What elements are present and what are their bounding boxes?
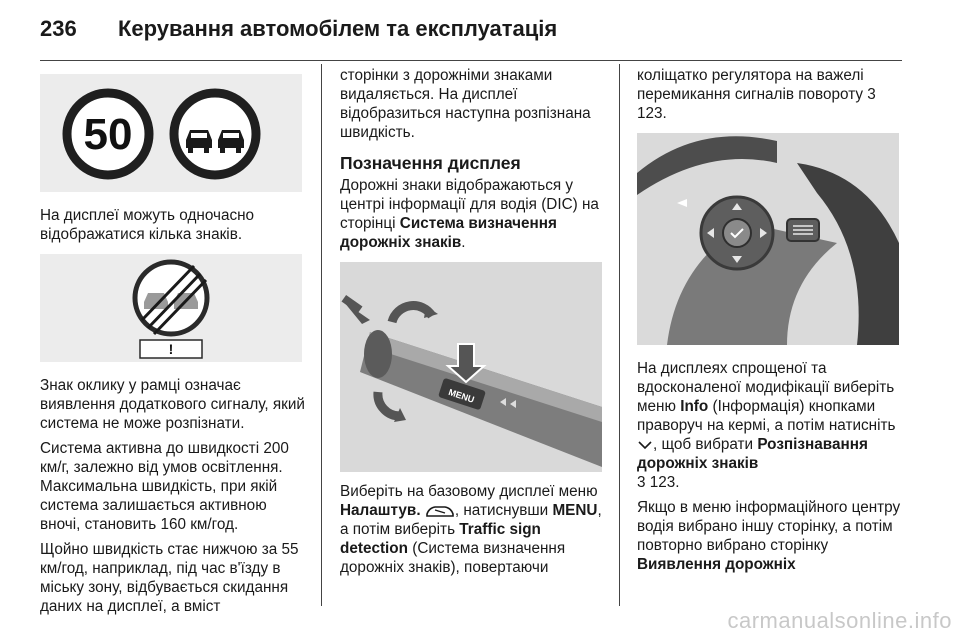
page-title: Керування автомобілем та експлуатація (118, 16, 558, 41)
column-divider-2 (619, 64, 620, 606)
paragraph: Дорожні знаки відображаються у центрі інформації для водія (DIC) на сторінці Система визначення дорожніх знаків. (340, 177, 599, 251)
page-header (40, 14, 557, 44)
figure-end-no-overtaking (40, 254, 302, 362)
car-settings-icon (425, 504, 455, 518)
column-2 (340, 62, 610, 583)
column-1 (40, 62, 310, 622)
paragraph: Виберіть на базовому дисплеї меню Налаштув. , натиснувши MENU, а потім виберіть Traffic sign detection (Система визначення дорожніх знаків), повертаючи (340, 483, 602, 576)
page-reference: 3 123. (637, 474, 680, 491)
figure-stalk-control (340, 262, 602, 472)
exclamation-mark: ! (168, 341, 174, 357)
header-divider (40, 60, 902, 61)
paragraph: сторінки з дорожніми знаками видаляється. На дисплеї відобразиться наступна розпізнана швидкість. (340, 67, 591, 141)
page-reference: 3 123. (637, 86, 876, 122)
turn-signal-stalk-illustration (340, 262, 602, 472)
menu-label: MENU (447, 387, 476, 405)
speed-signs-illustration (40, 74, 302, 192)
section-heading: Позначення дисплея (340, 153, 521, 173)
steering-wheel-controls-illustration (637, 133, 899, 345)
bold-term: Система визначення дорожніх знаків (340, 215, 557, 251)
column-divider-1 (321, 64, 322, 606)
speed-limit-number: 50 (83, 110, 133, 159)
paragraph: Щойно швидкість стає нижчою за 55 км/год, наприклад, під час в'їзду в міську зону, відбувається скидання даних на дисплеї, а вміст (40, 541, 299, 615)
column-3 (637, 62, 907, 580)
page-number: 236 (40, 16, 77, 41)
paragraph: Система активна до швидкості 200 км/г, залежно від умов освітлення. Максимальна швидкість, при якій система залишається активною вночі, становить 160 км/год. (40, 440, 289, 533)
figure-speed-signs (40, 74, 302, 192)
paragraph: На дисплеї можуть одночасно відображатися кілька знаків. (40, 207, 255, 243)
paragraph: Якщо в меню інформаційного центру водія вибрано іншу сторінку, а потім повторно вибрано сторінку Виявлення дорожніх (637, 499, 901, 573)
paragraph: коліщатко регулятора на важелі перемикання сигналів повороту 3 123. (637, 67, 876, 122)
watermark: carmanualsonline.info (727, 608, 952, 633)
paragraph: На дисплеях спрощеної та вдосконаленої модифікації виберіть меню Info (Інформація) кнопками праворуч на кермі, а потім натисніть , щоб вибрати Розпізнавання дорожніх знаків 3 123. (637, 360, 896, 491)
chevron-down-icon (637, 440, 653, 450)
figure-steering-wheel (637, 133, 899, 345)
paragraph: Знак оклику у рамці означає виявлення додаткового сигналу, який система не може розпізнати. (40, 377, 305, 432)
end-restriction-illustration (40, 254, 302, 362)
